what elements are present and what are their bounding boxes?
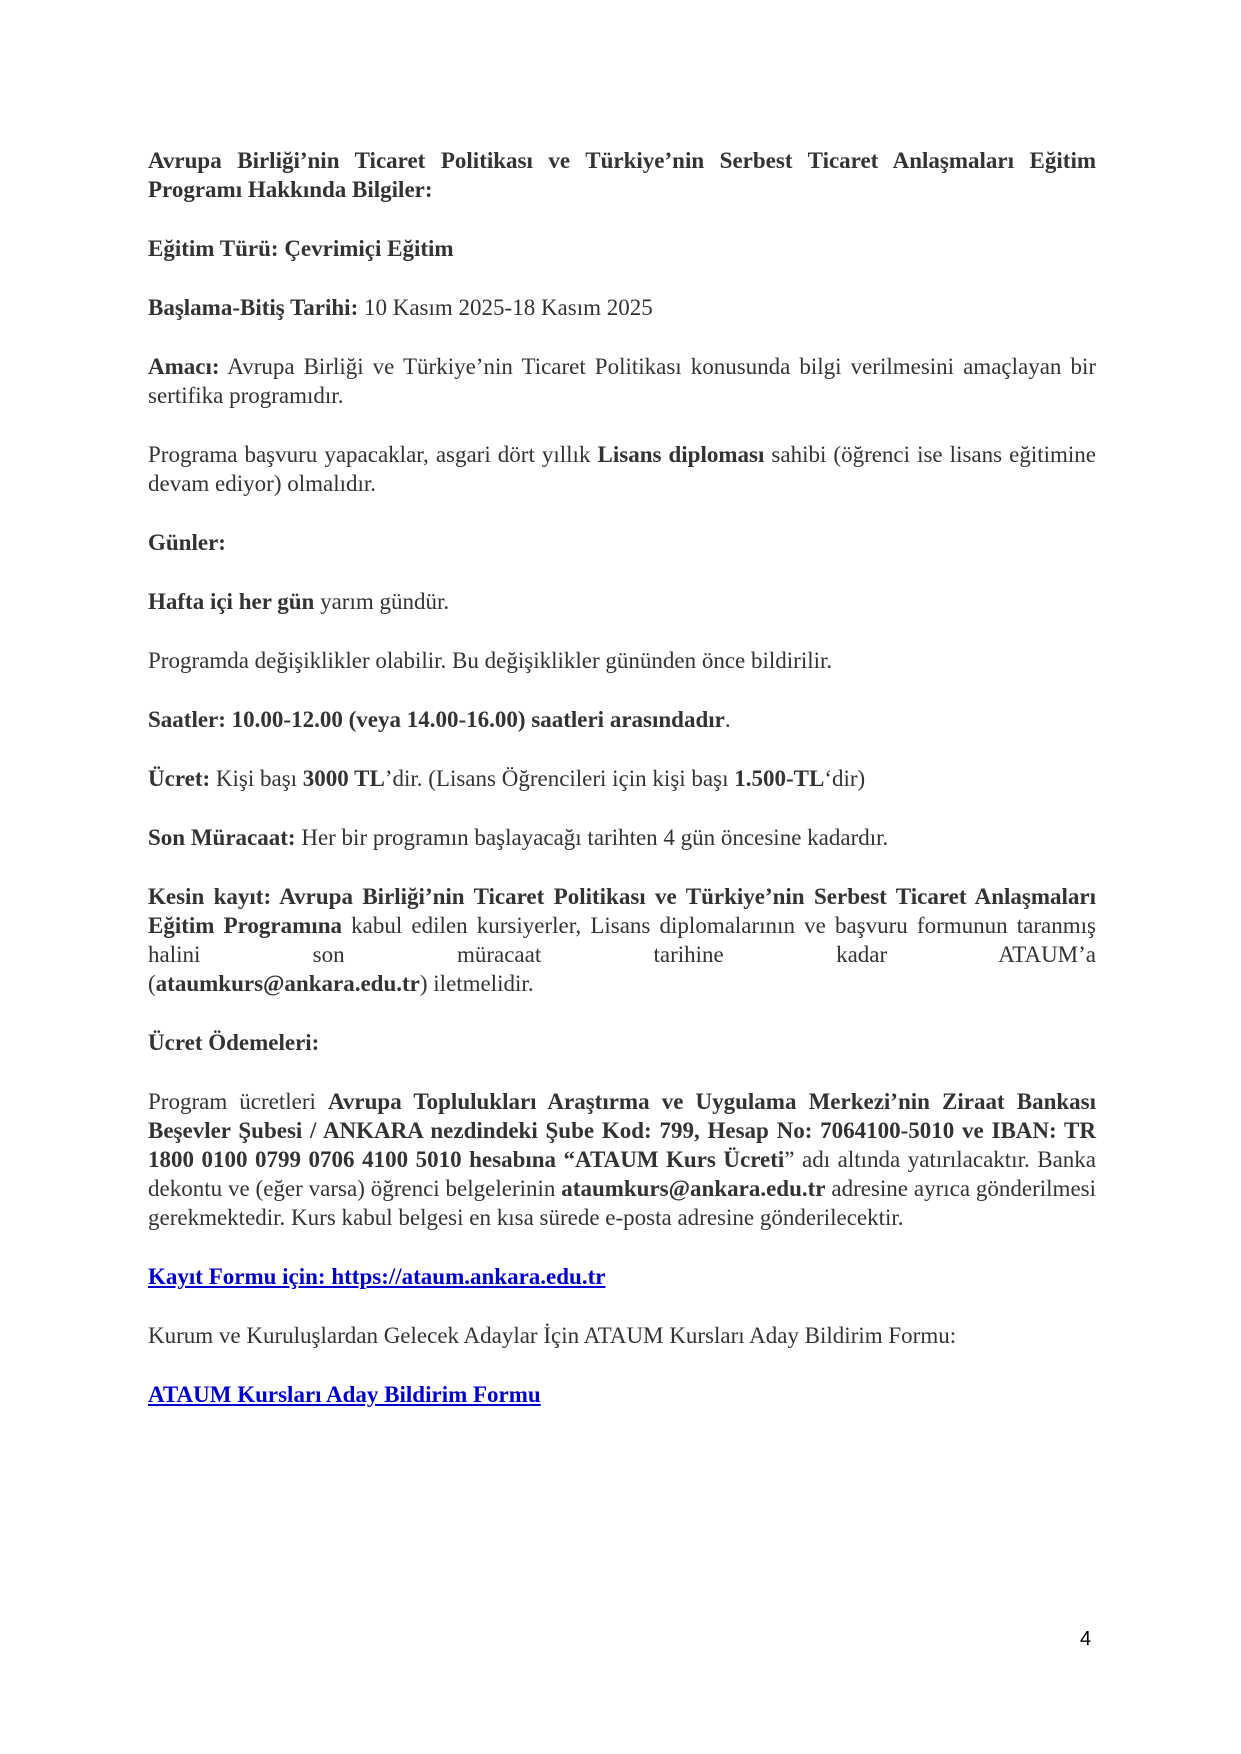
eligibility-paragraph: Programa başvuru yapacaklar, asgari dört yıllık Lisans diploması sahibi (öğrenci ise lisans eğitimine devam ediyor) olmalıdır. [148, 442, 1096, 496]
program-dates: Başlama-Bitiş Tarihi: 10 Kasım 2025-18 Kasım 2025 [148, 295, 653, 320]
document-page [148, 146, 1096, 1409]
registration-paragraph: Kesin kayıt: Avrupa Birliği’nin Ticaret Politikası ve Türkiye’nin Serbest Ticaret Anlaşmaları Eğitim Programına kabul edilen kursiyerler, Lisans diplomalarının ve başvuru formunun taranmış halini son müracaat tarihine kadar ATAUM’a (ataumkurs@ankara.edu.tr) iletmelidir. [148, 884, 1096, 996]
registration-email: ataumkurs@ankara.edu.tr [155, 971, 420, 996]
days-text: Hafta içi her gün yarım gündür. [148, 589, 450, 614]
payments-paragraph: Program ücretleri Avrupa Toplulukları Araştırma ve Uygulama Merkezi’nin Ziraat Bankası Beşevler Şubesi / ANKARA nezdindeki Şube Kod: 799, Hesap No: 7064100-5010 ve IBAN: TR 1800 0100 0799 0706 4100 5010 hesabına “ATAUM Kurs Ücreti” adı altında yatırılacaktır. Banka dekontu ve (eğer varsa) öğrenci belgelerinin ataumkurs@ankara.edu.tr adresine ayrıca gönderilmesi gerekmektedir. Kurs kabul belgesi en kısa sürede e-posta adresine gönderilecektir. [148, 1089, 1096, 1230]
fee-text: Ücret: Kişi başı 3000 TL’dir. (Lisans Öğrencileri için kişi başı 1.500-TL‘dir) [148, 766, 866, 791]
candidate-form-link[interactable]: ATAUM Kursları Aday Bildirim Formu [148, 1382, 541, 1407]
deadline-text: Son Müracaat: Her bir programın başlayacağı tarihten 4 gün öncesine kadardır. [148, 825, 889, 850]
changes-note: Programda değişiklikler olabilir. Bu değişiklikler gününden önce bildirilir. [148, 648, 833, 673]
training-type: Eğitim Türü: Çevrimiçi Eğitim [148, 236, 454, 261]
payments-heading: Ücret Ödemeleri: [148, 1030, 320, 1055]
payments-email: ataumkurs@ankara.edu.tr [561, 1176, 826, 1201]
institution-note: Kurum ve Kuruluşlardan Gelecek Adaylar İçin ATAUM Kursları Aday Bildirim Formu: [148, 1323, 957, 1348]
days-heading: Günler: [148, 530, 226, 555]
hours-text: Saatler: 10.00-12.00 (veya 14.00-16.00) saatleri arasındadır. [148, 707, 731, 732]
program-purpose: Amacı: Avrupa Birliği ve Türkiye’nin Ticaret Politikası konusunda bilgi verilmesini amaçlayan bir sertifika programıdır. [148, 354, 1096, 408]
registration-form-link[interactable]: Kayıt Formu için: https://ataum.ankara.edu.tr [148, 1264, 606, 1289]
program-title: Avrupa Birliği’nin Ticaret Politikası ve Türkiye’nin Serbest Ticaret Anlaşmaları Eğitim Programı Hakkında Bilgiler: [148, 148, 1096, 202]
page-number: 4 [1080, 1628, 1092, 1650]
